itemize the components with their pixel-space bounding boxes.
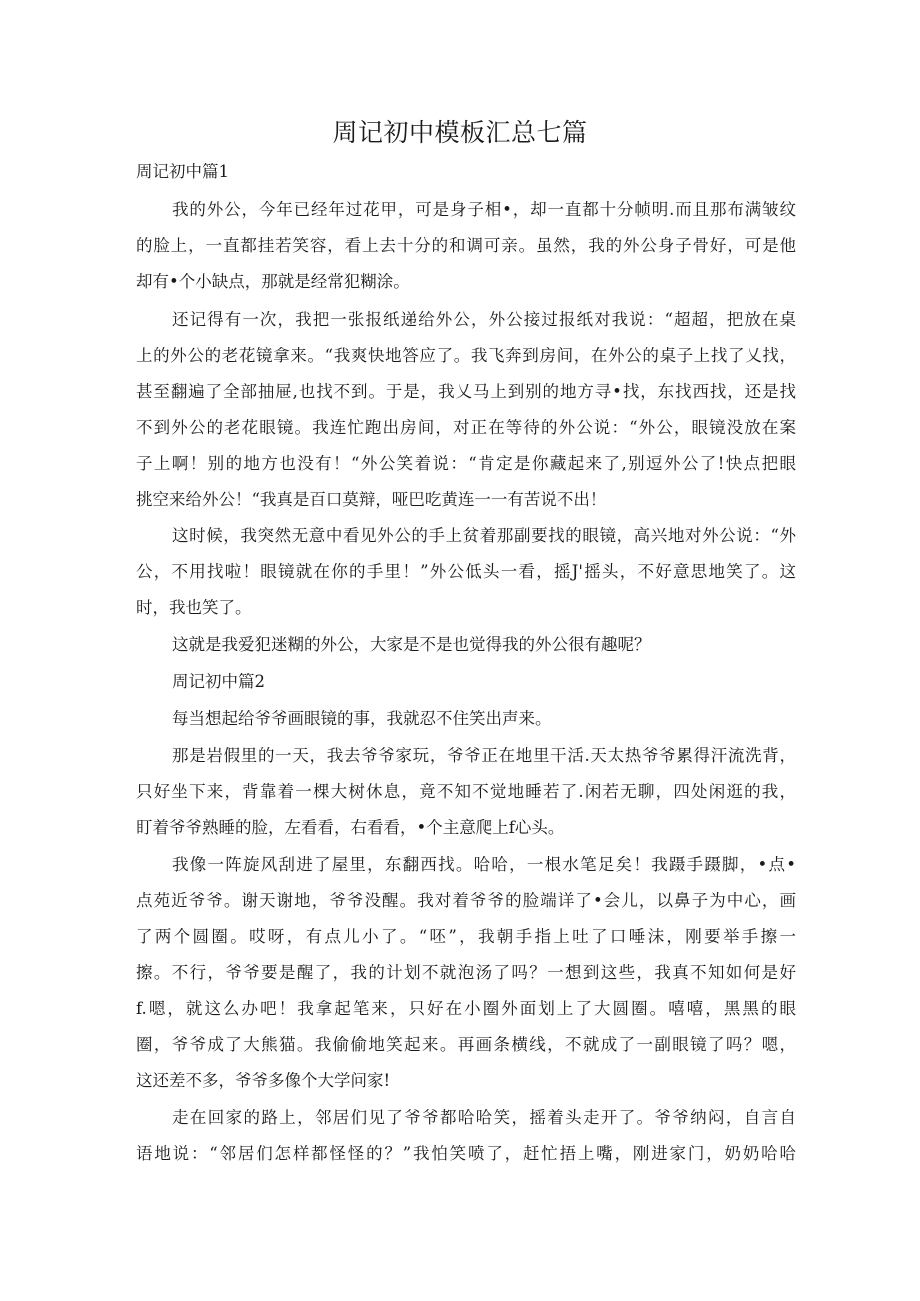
paragraph-line: 我的外公，今年已经年过花甲，可是身子相•，却一直都十分帧明.而且那布满皱纹 (172, 200, 796, 219)
paragraph-line: 这就是我爱犯迷糊的外公，大家是不是也觉得我的外公很有趣呢？ (172, 635, 651, 654)
paragraph-line: 上的外公的老花镜拿来。“我爽快地答应了。我飞奔到房间，在外公的桌子上找了乂找， (136, 346, 796, 365)
paragraph-line: 点苑近爷爷。谢天谢地，爷爷没醒。我对着爷爷的脸端详了•会儿，以鼻子为中心，画 (136, 891, 796, 910)
paragraph-line: 公，不用找啦！眼镜就在你的手里！”外公低头一看，摇J'摇头，不好意思地笑了。这 (136, 562, 796, 581)
section-heading-2: 周记初中篇2 (172, 672, 265, 691)
paragraph-line: 那是岩假里的一天，我去爷爷家玩，爷爷正在地里干活.天太热爷爷累得汗流洗背， (172, 746, 796, 765)
paragraph-line: 圈，爷爷成了大熊猫。我偷偷地笑起来。再画条横线，不就成了一副眼镜了吗？嗯， (136, 1035, 796, 1054)
paragraph-line: 还记得有一次，我把一张报纸递给外公，外公接过报纸对我说：“超超，把放在桌 (172, 310, 796, 329)
paragraph-line: 甚至翻遍了全部抽屉,也找不到。于是，我乂马上到别的地方寻•找，东找西找，还是找 (136, 382, 796, 401)
paragraph-line: 擦。不行，爷爷要是醒了，我的计划不就泡汤了吗？一想到这些，我真不知如何是好 (136, 963, 796, 982)
paragraph-line: 盯着爷爷熟睡的脸，左看看，右看看，•个主意爬上f心头。 (136, 818, 565, 837)
section-heading-1: 周记初中篇1 (136, 162, 229, 181)
paragraph-line: 子上啊！别的地方也没有！“外公笑着说：“肯定是你藏起来了,别逗外公了!快点把眼 (136, 454, 796, 473)
paragraph-line: 这时候，我突然无意中看见外公的手上贫着那副要找的眼镜，高兴地对外公说：“外 (172, 526, 796, 545)
paragraph-line: 时，我也笑了。 (136, 598, 252, 617)
paragraph-line: 的脸上，一直都挂若笑容，看上去十分的和调可亲。虽然，我的外公身子骨好，可是他 (136, 236, 796, 255)
paragraph-line: 不到外公的老花眼镜。我连忙跑出房间，对正在等待的外公说：“外公，眼镜没放在案 (136, 418, 796, 437)
paragraph-line: 走在回家的路上，邻居们见了爷爷都哈哈笑，摇着头走开了。爷爷纳闷，自言自 (172, 1108, 796, 1127)
paragraph-line: 只好坐下来，背靠着一棵大树休息，竟不知不觉地睡若了.闲若无聊，四处闲逛的我， (136, 782, 796, 801)
paragraph-line: 这还差不多，爷爷多像个大学问家! (136, 1071, 391, 1090)
paragraph-line: 语地说：“邻居们怎样都怪怪的？”我怕笑喷了，赶忙捂上嘴，刚进家门，奶奶哈哈 (136, 1144, 796, 1163)
paragraph-line: 了两个圆圈。哎呀，有点儿小了。“呸”，我朝手指上吐了口唾沫，刚要举手擦一 (136, 927, 796, 946)
paragraph-line: 我像一阵旋风刮进了屋里，东翻西找。哈哈，一根水笔足矣！我蹑手蹑脚，•点• (172, 855, 796, 874)
document-title: 周记初中模板汇总七篇 (332, 118, 588, 147)
paragraph-line: 每当想起给爷爷画眼镜的事，我就忍不住笑出声来。 (172, 709, 552, 728)
paragraph-line: 却有•个小缺点，那就是经常犯糊涂。 (136, 272, 410, 291)
paragraph-line: f.嗯，就这么办吧！我拿起笔来，只好在小圈外面划上了大圆圈。嘻嘻，黑黑的眼 (136, 999, 796, 1018)
paragraph-line: 挑空来给外公！“我真是百口莫辩，哑巴吃黄连一一有苦说不出！ (136, 490, 607, 509)
